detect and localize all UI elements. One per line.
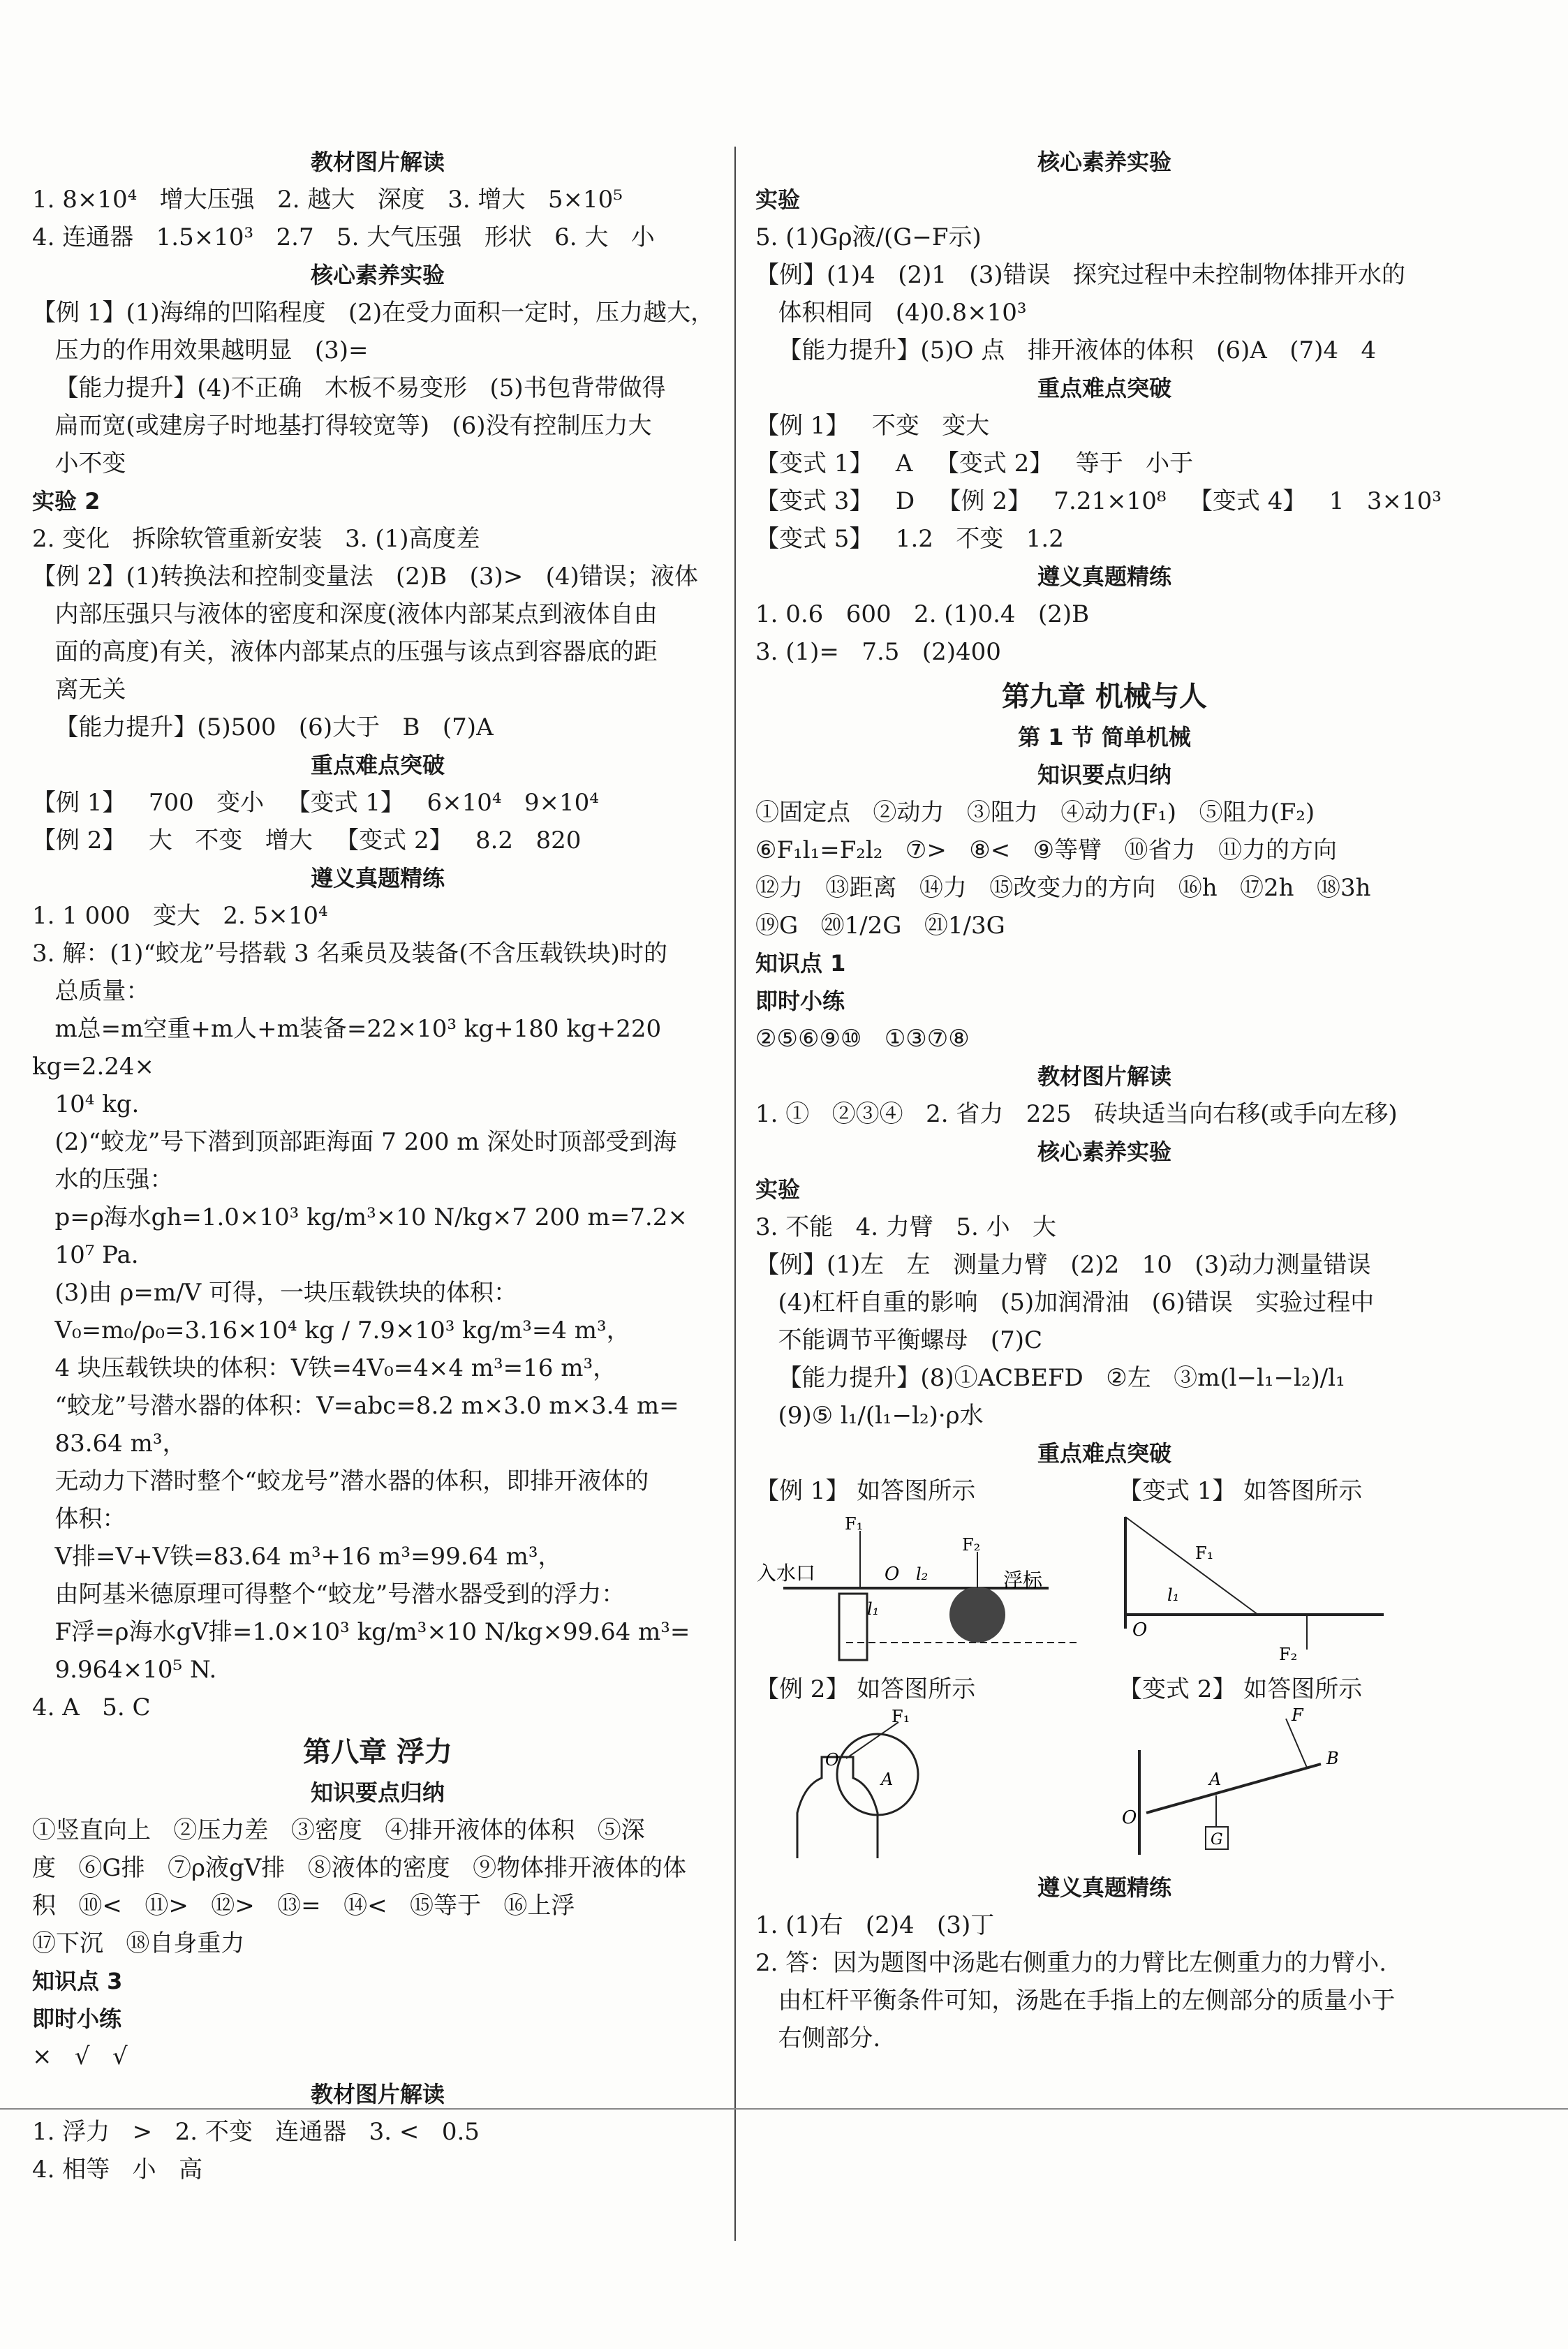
figure-row <box>755 1472 1454 1668</box>
answer-line: 【变式 3】 D 【例 2】 7.21×10⁸ 【变式 4】 1 3×10³ <box>755 487 1442 515</box>
section-heading: 重点难点突破 <box>1037 375 1171 401</box>
answer-line: 右侧部分. <box>755 2024 881 2052</box>
section-heading: 核心素养实验 <box>1037 1139 1171 1165</box>
subheading: 即时小练 <box>32 2006 122 2032</box>
arm-l1-label: l₁ <box>1167 1585 1180 1605</box>
lamp-lever-diagram <box>1118 1510 1454 1663</box>
answer-line: 【例 2】 大 不变 增大 【变式 2】 8.2 820 <box>32 827 582 854</box>
answer-line: 3. 不能 4. 力臂 5. 小 大 <box>755 1213 1057 1241</box>
figure-block <box>755 1670 1090 1866</box>
pivot-label: O <box>1122 1807 1137 1828</box>
inlet-label: 入水口 <box>757 1562 816 1585</box>
answer-line: 3. (1)= 7.5 (2)400 <box>755 638 1001 666</box>
answer-line: 1. ① ②③④ 2. 省力 225 砖块适当向右移(或手向左移) <box>755 1100 1398 1128</box>
answer-line: 【例 1】(1)海绵的凹陷程度 (2)在受力面积一定时，压力越大， <box>32 299 715 327</box>
answer-line: 体积相同 (4)0.8×10³ <box>755 299 1027 327</box>
answer-line: F浮=ρ海水gV排=1.0×10³ kg/m³×10 N/kg×99.64 m³= <box>32 1618 690 1646</box>
answer-line: 面的高度)有关，液体内部某点的压强与该点到容器底的距 <box>32 638 658 666</box>
figure-row <box>755 1670 1454 1866</box>
answer-line: 水的压强： <box>32 1166 174 1194</box>
arm-l1-label: l₁ <box>867 1599 880 1619</box>
answer-line: ⑰下沉 ⑱自身重力 <box>32 1929 245 1957</box>
answer-line: 压力的作用效果越明显 (3)= <box>32 336 369 364</box>
section-heading: 遵义真题精练 <box>1037 1874 1171 1901</box>
answer-line: 10⁷ Pa. <box>32 1241 139 1269</box>
answer-line: 2. 答：因为题图中汤匙右侧重力的力臂比左侧重力的力臂小. <box>755 1949 1387 1977</box>
subheading: 实验 <box>755 186 801 213</box>
arm-l2-label: l₂ <box>916 1564 929 1584</box>
answer-line: V₀=m₀/ρ₀=3.16×10⁴ kg / 7.9×10³ kg/m³=4 m³， <box>32 1317 630 1344</box>
answer-line: ②⑤⑥⑨⑩ ①③⑦⑧ <box>755 1025 970 1053</box>
float-label: 浮标 <box>1003 1569 1043 1592</box>
answer-line: m总=m空重+m人+m装备=22×10³ kg+180 kg+220 kg=2.24× <box>32 1015 669 1081</box>
force-f-label: F <box>1292 1708 1303 1725</box>
force-f-arrow <box>1286 1719 1307 1768</box>
figure-block <box>1118 1670 1454 1866</box>
inclined-lever-diagram <box>1118 1708 1454 1862</box>
answer-line: 4 块压载铁块的体积：V铁=4V₀=4×4 m³=16 m³， <box>32 1354 617 1382</box>
section-heading: 知识要点归纳 <box>1037 762 1171 788</box>
answer-line: “蛟龙”号潜水器的体积：V=abc=8.2 m×3.0 m×3.4 m= <box>32 1392 679 1420</box>
section-heading: 核心素养实验 <box>1037 149 1171 175</box>
answer-line: 【能力提升】(5)500 (6)大于 B (7)A <box>32 713 494 741</box>
figure-caption: 【例 1】 如答图所示 <box>755 1477 976 1505</box>
answer-line: 【例 2】(1)转换法和控制变量法 (2)B (3)> (4)错误；液体 <box>32 563 698 591</box>
pivot-label: O <box>825 1750 839 1770</box>
answer-line: 由阿基米德原理可得整个“蛟龙”号潜水器受到的浮力： <box>32 1580 626 1608</box>
left-column <box>32 143 723 2188</box>
answer-line: 内部压强只与液体的密度和深度(液体内部某点到液体自由 <box>32 600 658 628</box>
float-ball <box>949 1587 1005 1643</box>
figure-caption: 【变式 1】 如答图所示 <box>1118 1477 1363 1505</box>
answer-line: (4)杠杆自重的影响 (5)加润滑油 (6)错误 实验过程中 <box>755 1289 1375 1317</box>
float-valve-lever-diagram <box>755 1510 1090 1663</box>
answer-line: ①竖直向上 ②压力差 ③密度 ④排开液体的体积 ⑤深 <box>32 1816 645 1844</box>
lever-bar <box>1146 1764 1321 1813</box>
answer-line: 3. 解：(1)“蛟龙”号搭载 3 名乘员及装备(不含压载铁块)时的 <box>32 940 667 968</box>
answer-line: 1. 0.6 600 2. (1)0.4 (2)B <box>755 600 1090 628</box>
section-heading: 教材图片解读 <box>1037 1063 1171 1090</box>
chapter-title: 第九章 机械与人 <box>1002 681 1207 713</box>
section-heading: 重点难点突破 <box>310 752 445 778</box>
answer-line: V排=V+V铁=83.64 m³+16 m³=99.64 m³， <box>32 1543 562 1571</box>
section-heading: 遵义真题精练 <box>310 865 445 891</box>
answer-line: ①固定点 ②动力 ③阻力 ④动力(F₁) ⑤阻力(F₂) <box>755 799 1315 827</box>
section-heading: 知识要点归纳 <box>310 1779 445 1806</box>
answer-line: × √ √ <box>32 2043 128 2070</box>
section-heading: 核心素养实验 <box>310 262 445 288</box>
force-f1-label: F₁ <box>892 1708 910 1726</box>
answer-line: 4. A 5. C <box>32 1694 151 1721</box>
figure-block <box>1118 1472 1454 1668</box>
answer-line: 1. 8×10⁴ 增大压强 2. 越大 深度 3. 增大 5×10⁵ <box>32 186 623 214</box>
answer-line: ⑥F₁l₁=F₂l₂ ⑦> ⑧< ⑨等臂 ⑩省力 ⑪力的方向 <box>755 836 1337 864</box>
section-heading: 教材图片解读 <box>310 2081 445 2107</box>
answer-line: 【能力提升】(4)不正确 木板不易变形 (5)书包背带做得 <box>32 374 666 402</box>
answer-line: 4. 相等 小 高 <box>32 2156 203 2184</box>
inlet-pipe <box>839 1594 867 1660</box>
answer-line: 【例 1】 不变 变大 <box>755 412 990 440</box>
figure-caption: 【例 2】 如答图所示 <box>755 1675 976 1703</box>
force-f1-label: F₁ <box>1195 1543 1214 1563</box>
point-b-label: B <box>1326 1749 1339 1768</box>
answer-line: 1. 浮力 > 2. 不变 连通器 3. < 0.5 <box>32 2118 480 2146</box>
point-a-label: A <box>1209 1770 1222 1789</box>
figure-caption: 【变式 2】 如答图所示 <box>1118 1675 1363 1703</box>
answer-line: 不能调节平衡螺母 (7)C <box>755 1326 1043 1354</box>
section-heading: 遵义真题精练 <box>1037 563 1171 590</box>
chapter-title: 第八章 浮力 <box>303 1736 452 1768</box>
answer-line: 83.64 m³， <box>32 1430 186 1458</box>
bottle-opener-diagram <box>755 1708 1090 1862</box>
answer-line: 【能力提升】(5)O 点 排开液体的体积 (6)A (7)4 4 <box>755 336 1377 364</box>
force-f2-label: F₂ <box>962 1535 981 1555</box>
pivot-label: O <box>885 1564 900 1585</box>
answer-line: 【例 1】 700 变小 【变式 1】 6×10⁴ 9×10⁴ <box>32 789 599 817</box>
answer-line: 5. (1)Gρ液/(G−F示) <box>755 223 982 251</box>
force-f2-label: F₂ <box>1279 1645 1298 1663</box>
column-divider <box>734 147 736 2241</box>
answer-line: 10⁴ kg. <box>32 1090 140 1118</box>
answer-line: 扁而宽(或建房子时地基打得较宽等) (6)没有控制压力大 <box>32 412 652 440</box>
answer-line: 由杠杆平衡条件可知，汤匙在手指上的左侧部分的质量小于 <box>755 1987 1396 2015</box>
answer-line: 小不变 <box>32 450 126 477</box>
answer-line: p=ρ海水gh=1.0×10³ kg/m³×10 N/kg×7 200 m=7.2× <box>32 1203 688 1231</box>
answer-line: 体积： <box>32 1505 126 1533</box>
answer-line: 积 ⑩< ⑪> ⑫> ⑬= ⑭< ⑮等于 ⑯上浮 <box>32 1892 575 1920</box>
right-column <box>755 143 1454 2057</box>
answer-line: ⑫力 ⑬距离 ⑭力 ⑮改变力的方向 ⑯h ⑰2h ⑱3h <box>755 874 1371 902</box>
answer-line: 离无关 <box>32 676 126 704</box>
answer-line: 无动力下潜时整个“蛟龙号”潜水器的体积，即排开液体的 <box>32 1467 649 1495</box>
subheading: 知识点 3 <box>32 1968 123 1994</box>
answer-line: 【变式 5】 1.2 不变 1.2 <box>755 525 1064 553</box>
answer-line: 总质量： <box>32 977 150 1005</box>
answer-line: 度 ⑥G排 ⑦ρ液gV排 ⑧液体的密度 ⑨物体排开液体的体 <box>32 1854 687 1882</box>
section-heading: 重点难点突破 <box>1037 1440 1171 1467</box>
answer-line: 【变式 1】 A 【变式 2】 等于 小于 <box>755 450 1194 477</box>
point-a-label: A <box>881 1770 894 1789</box>
figure-block <box>755 1472 1090 1668</box>
answer-line: 【例】(1)4 (2)1 (3)错误 探究过程中未控制物体排开水的 <box>755 261 1406 289</box>
subheading: 实验 <box>755 1176 801 1203</box>
answer-line: 1. (1)右 (2)4 (3)丁 <box>755 1911 995 1939</box>
answer-line: 【能力提升】(8)①ACBEFD ②左 ③m(l−l₁−l₂)/l₁ <box>755 1364 1345 1392</box>
section-title: 第 1 节 简单机械 <box>1018 724 1191 750</box>
subheading: 知识点 1 <box>755 950 846 977</box>
force-f1-label: F₁ <box>845 1514 864 1534</box>
opener-ring <box>837 1734 918 1815</box>
answer-line: ⑲G ⑳1/2G ㉑1/3G <box>755 912 1005 940</box>
subheading: 实验 2 <box>32 488 101 514</box>
answer-line: 9.964×10⁵ N. <box>32 1656 217 1684</box>
answer-line: 【例】(1)左 左 测量力臂 (2)2 10 (3)动力测量错误 <box>755 1251 1371 1279</box>
answer-line: 4. 连通器 1.5×10³ 2.7 5. 大气压强 形状 6. 大 小 <box>32 223 655 251</box>
answer-line: 1. 1 000 变大 2. 5×10⁴ <box>32 902 328 930</box>
answer-line: (2)“蛟龙”号下潜到顶部距海面 7 200 m 深处时顶部受到海 <box>32 1128 677 1156</box>
answer-line: (3)由 ρ=m/V 可得，一块压载铁块的体积： <box>32 1279 517 1307</box>
support-rope <box>1125 1517 1258 1615</box>
section-heading: 教材图片解读 <box>310 149 445 175</box>
pivot-label: O <box>1132 1620 1148 1640</box>
answer-line: (9)⑤ l₁/(l₁−l₂)·ρ水 <box>755 1402 984 1430</box>
answer-line: 2. 变化 拆除软管重新安装 3. (1)高度差 <box>32 525 480 553</box>
weight-label: G <box>1211 1831 1223 1848</box>
subheading: 即时小练 <box>755 988 845 1014</box>
